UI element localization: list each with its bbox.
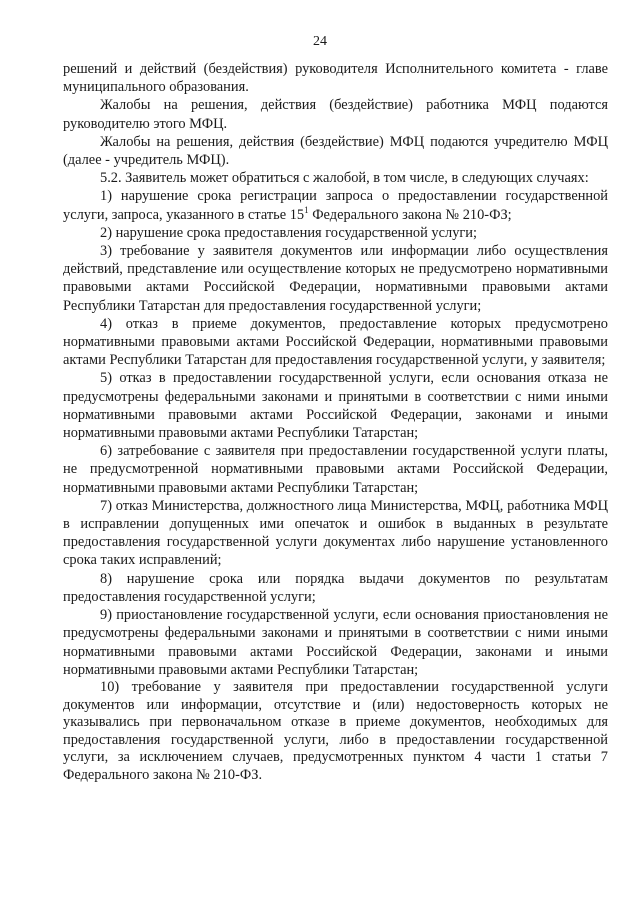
document-body bbox=[63, 60, 608, 784]
paragraph-continuation: решений и действий (бездействия) руководителя Исполнительного комитета - главе муниципального образования. bbox=[63, 61, 608, 96]
list-item-10: 10) требование у заявителя при предоставлении государственной услуги документов или информации, отсутствие и (или) недостоверность которых не указывались при первоначальном отказе в приеме документов, необходимых для предоставления государственной услуги, либо в предоставлении государственной услуги, за исключением случаев, предусмотренных пунктом 4 части 1 статьи 7 Федерального закона № 210-ФЗ. bbox=[63, 678, 608, 783]
list-item-8: 8) нарушение срока или порядка выдачи документов по результатам предоставления государственной услуги; bbox=[63, 570, 608, 605]
paragraph-mfc-complaint: Жалобы на решения, действия (бездействие) работника МФЦ подаются руководителю этого МФЦ. bbox=[63, 97, 608, 132]
list-item-4: 4) отказ в приеме документов, предоставление которых предусмотрено нормативными правовыми актами Российской Федерации, нормативными правовыми актами Республики Татарстан для предоставления государственной услуги, у заявителя; bbox=[63, 315, 608, 369]
list-item-6: 6) затребование с заявителя при предоставлении государственной услуги платы, не предусмотренной нормативными правовыми актами Российской Федерации, нормативными правовыми актами Республики Татарстан; bbox=[63, 443, 608, 496]
list-item-5: 5) отказ в предоставлении государственной услуги, если основания отказа не предусмотрены федеральными законами и принятыми в соответствии с ними иными нормативными правовыми актами Российской Федерации, законами и иными нормативными правовыми актами Республики Татарстан; bbox=[63, 370, 608, 442]
list-item-1-before: 1) нарушение срока регистрации запроса о предоставлении государственной услуги, запроса, указанного в статье 15 bbox=[63, 188, 608, 223]
list-item-1-after: Федерального закона № 210-ФЗ; bbox=[308, 206, 512, 223]
list-item-7: 7) отказ Министерства, должностного лица Министерства, МФЦ, работника МФЦ в исправлении допущенных ими опечаток и ошибок в выданных в результате предоставления государственной услуги документах либо нарушение установленного срока таких исправлений; bbox=[63, 497, 608, 569]
paragraph-mfc-founder: Жалобы на решения, действия (бездействие) МФЦ подаются учредителю МФЦ (далее - учредитель МФЦ). bbox=[63, 133, 608, 169]
list-item-3: 3) требование у заявителя документов или информации либо осуществления действий, представление или осуществление которых не предусмотрено нормативными правовыми актами Российской Федерации, нормативными правовыми актами Республики Татарстан для предоставления государственной услуги; bbox=[63, 243, 608, 314]
paragraph-5-2: 5.2. Заявитель может обратиться с жалобой, в том числе, в следующих случаях: bbox=[100, 170, 589, 187]
page-number: 24 bbox=[313, 34, 327, 49]
list-item-2: 2) нарушение срока предоставления государственной услуги; bbox=[100, 224, 477, 241]
list-item-1 bbox=[63, 187, 608, 223]
list-item-1-sup: 1 bbox=[304, 204, 309, 215]
list-item-9: 9) приостановление государственной услуги, если основания приостановления не предусмотрены федеральными законами и принятыми в соответствии с ними иными нормативными правовыми актами Российской Федерации, законами и иными нормативными правовыми актами Республики Татарстан; bbox=[63, 607, 608, 678]
